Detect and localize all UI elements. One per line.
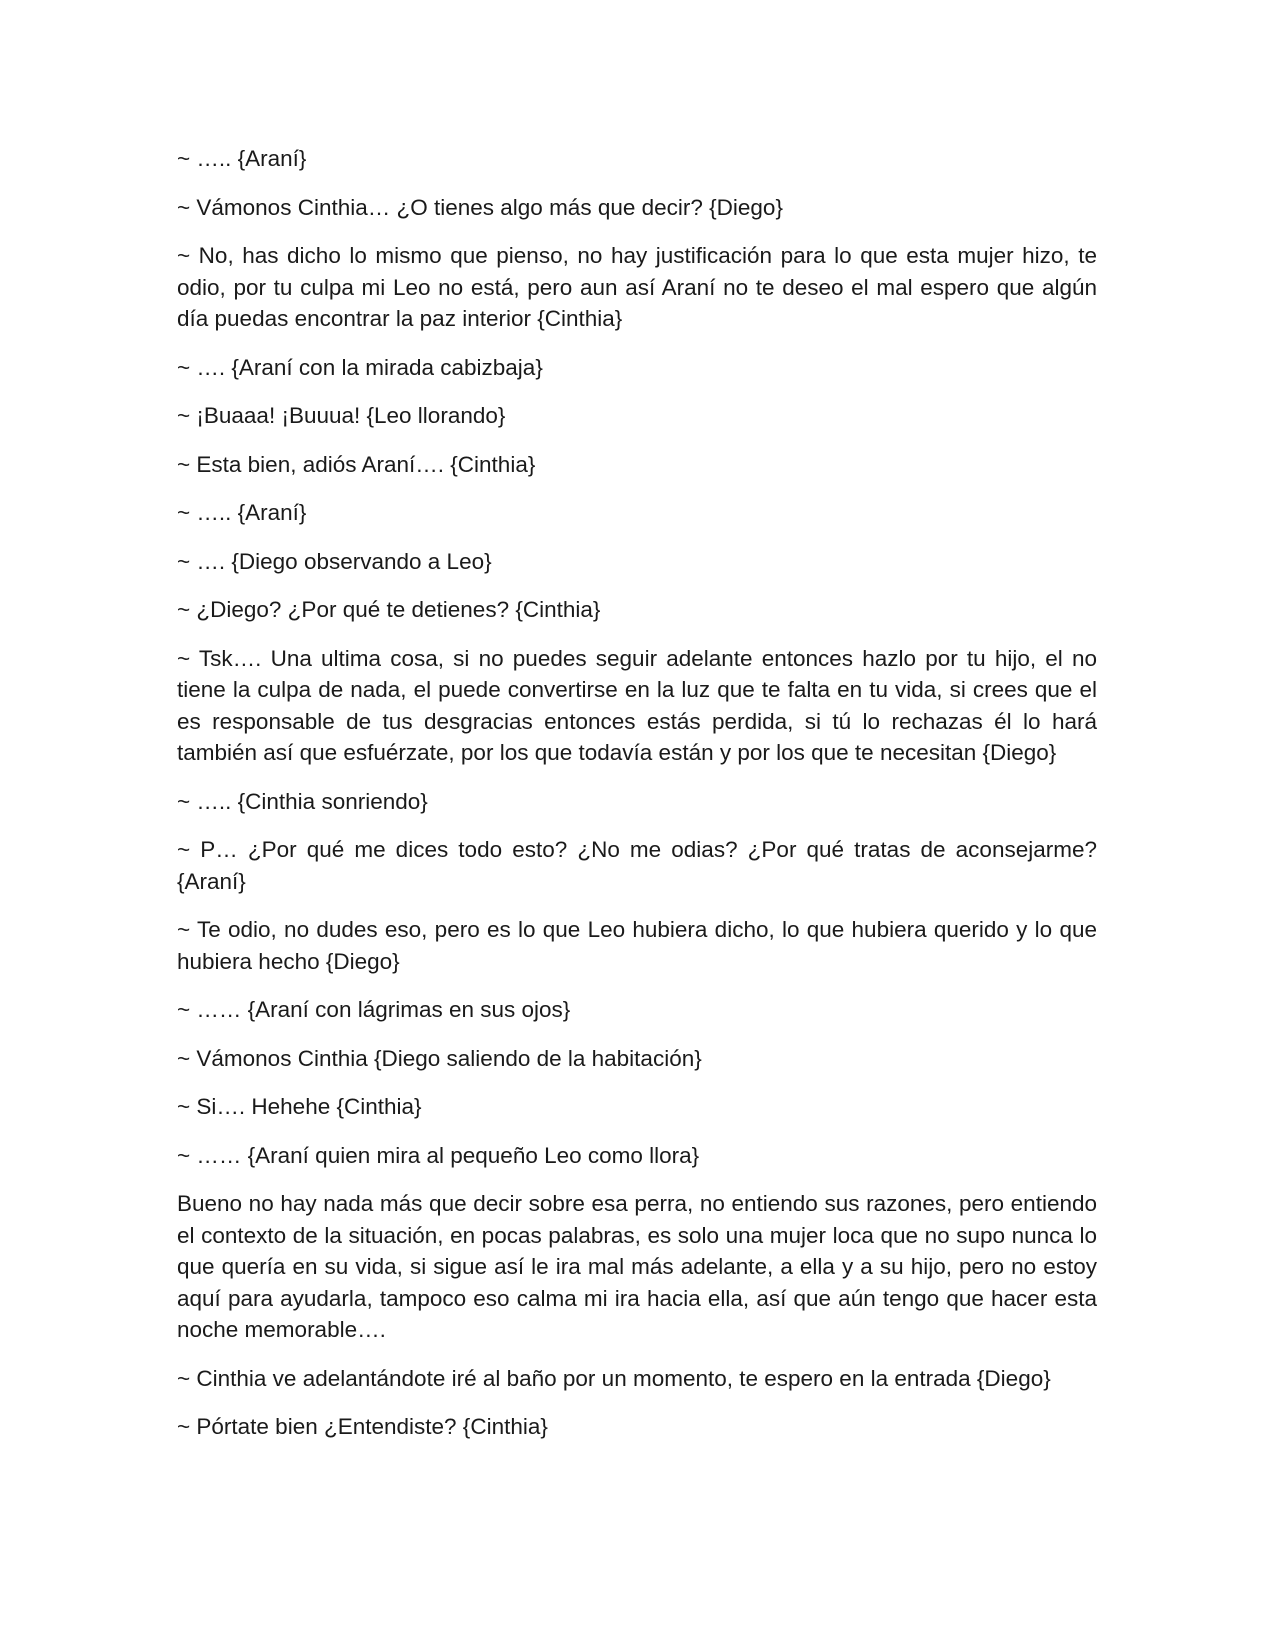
dialogue-line: ~ ¿Diego? ¿Por qué te detienes? {Cinthia} [177, 597, 601, 622]
dialogue-line: ~ Si…. Hehehe {Cinthia} [177, 1094, 422, 1119]
dialogue-line: ~ Cinthia ve adelantándote iré al baño por un momento, te espero en la entrada {Diego} [177, 1365, 1051, 1391]
dialogue-line: ~ Vámonos Cinthia… ¿O tienes algo más que decir? {Diego} [177, 194, 783, 220]
dialogue-line: ~ No, has dicho lo mismo que pienso, no hay justificación para lo que esta mujer hizo, te odio, por tu culpa mi Leo no está, pero aun así Araní no te deseo el mal espero que algún día puedas encontrar la paz interior {Cinthia} [177, 243, 1097, 331]
document-body [177, 143, 1097, 1460]
dialogue-line: ~ Esta bien, adiós Araní…. {Cinthia} [177, 451, 536, 477]
dialogue-line: ~ …… {Araní con lágrimas en sus ojos} [177, 997, 571, 1022]
dialogue-line: ~ ¡Buaaa! ¡Buuua! {Leo llorando} [177, 403, 506, 428]
dialogue-line: ~ …. {Araní con la mirada cabizbaja} [177, 354, 543, 380]
dialogue-line: ~ Tsk…. Una ultima cosa, si no puedes seguir adelante entonces hazlo por tu hijo, el no tiene la culpa de nada, el puede convertirse en la luz que te falta en tu vida, si crees que el es responsable de tus desgracias entonces estás perdida, si tú lo rechazas él lo hará también así que esfuérzate, por los que todavía están y por los que te necesitan {Diego} [177, 645, 1097, 765]
dialogue-line: ~ Vámonos Cinthia {Diego saliendo de la habitación} [177, 1045, 702, 1071]
dialogue-line: ~ Te odio, no dudes eso, pero es lo que Leo hubiera dicho, lo que hubiera querido y lo que hubiera hecho {Diego} [177, 917, 1097, 974]
dialogue-line: ~ P… ¿Por qué me dices todo esto? ¿No me odias? ¿Por qué tratas de aconsejarme? {Araní} [177, 837, 1097, 894]
dialogue-line: ~ …… {Araní quien mira al pequeño Leo como llora} [177, 1142, 700, 1168]
narration-paragraph: Bueno no hay nada más que decir sobre esa perra, no entiendo sus razones, pero entiendo el contexto de la situación, en pocas palabras, es solo una mujer loca que no supo nunca lo que quería en su vida, si sigue así le ira mal más adelante, a ella y a su hijo, pero no estoy aquí para ayudarla, tampoco eso calma mi ira hacia ella, así que aún tengo que hacer esta noche memorable…. [177, 1191, 1097, 1342]
dialogue-line: ~ ….. {Cinthia sonriendo} [177, 788, 428, 814]
dialogue-line: ~ ….. {Araní} [177, 500, 307, 525]
dialogue-line: ~ …. {Diego observando a Leo} [177, 548, 492, 574]
dialogue-line: ~ ….. {Araní} [177, 146, 307, 171]
dialogue-line: ~ Pórtate bien ¿Entendiste? {Cinthia} [177, 1414, 548, 1439]
